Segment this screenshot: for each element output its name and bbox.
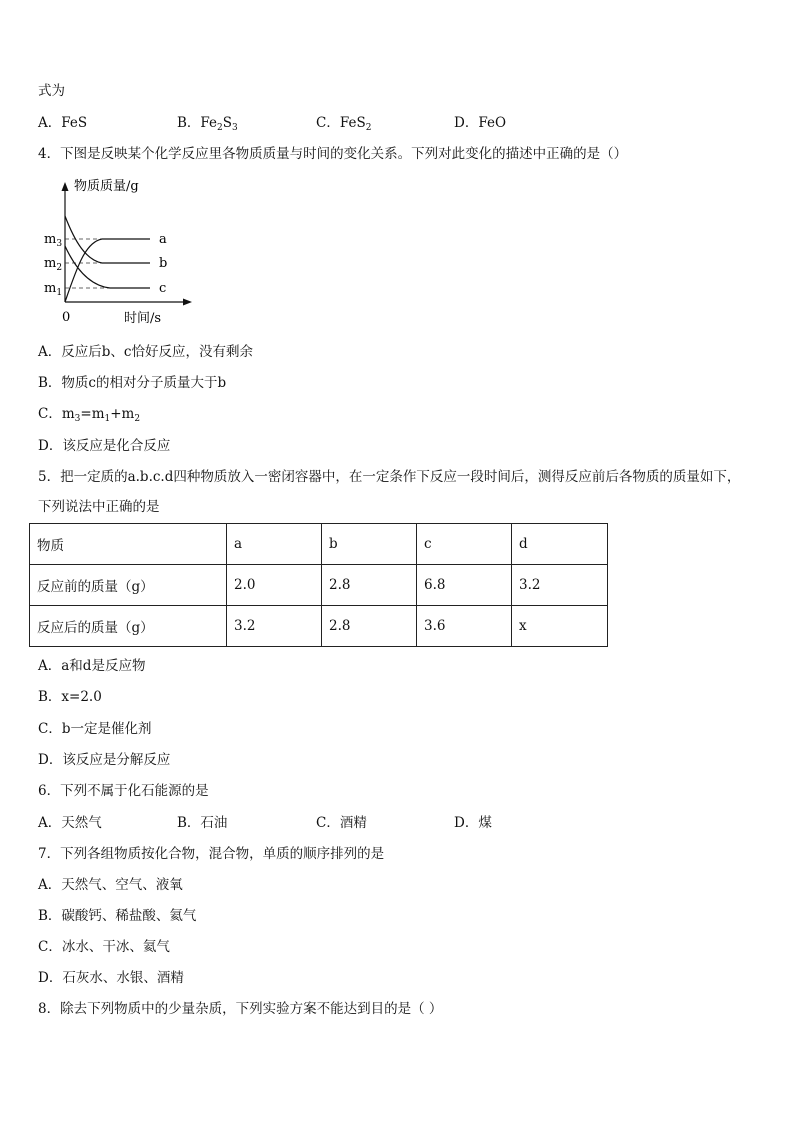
option-letter: B． [177,115,201,131]
q3-stem-tail: 式为 [38,83,65,99]
origin-label: 0 [62,310,71,325]
table-cell: 3.6 [417,606,512,647]
mass-table [29,523,608,647]
q8-stem: 8．除去下列物质中的少量杂质，下列实验方案不能达到目的是（ ） [38,1001,443,1017]
option-letter: A． [38,115,62,131]
table-row [30,565,608,606]
ytick-m3: $m_3$ [44,232,63,249]
option-letter: D． [454,115,479,131]
table-cell: x [512,606,608,647]
option-letter: C． [316,115,340,131]
table-cell: 3.2 [512,565,608,606]
series-c-label: c [159,281,167,296]
q3-option-b [177,114,238,132]
table-cell: 2.8 [322,606,417,647]
q6-option-c: C．酒精 [316,815,367,831]
q6-option-d: D．煤 [454,815,492,831]
y-axis-label: 物质质量/g [74,179,139,194]
q4-option-a: A．反应后b、c恰好反应，没有剩余 [38,344,253,360]
q5-option-a: A．a和d是反应物 [38,658,146,674]
q4-option-c [38,405,140,423]
q5-option-d: D．该反应是分解反应 [38,752,171,768]
table-header-row [30,524,608,565]
series-a-label: a [159,232,167,247]
q7-option-a: A．天然气、空气、液氧 [38,877,183,893]
q5-option-b: B．x=2.0 [38,689,102,705]
q7-stem: 7．下列各组物质按化合物，混合物，单质的顺序排列的是 [38,846,385,862]
q7-option-b: B．碳酸钙、稀盐酸、氦气 [38,908,197,924]
y-axis-arrow [62,182,69,191]
q3-option-c [316,114,371,132]
table-header-cell: d [512,524,608,565]
q3-option-a [38,114,87,132]
table-cell: 反应前的质量（g） [30,565,227,606]
x-axis-label: 时间/s [124,311,162,326]
formula: FeS$_2$ [339,115,372,133]
q6-option-b: B．石油 [177,815,228,831]
series-b-label: b [159,256,168,271]
q4-option-b: B．物质c的相对分子质量大于b [38,375,227,391]
table-cell: 2.0 [227,565,322,606]
formula: FeO [478,115,507,131]
q5-stem-line1: 5．把一定质的a.b.c.d四种物质放入一密闭容器中，在一定条作下反应一段时间后，测得反应前后各物质的质量如下， [38,469,741,485]
table-cell: 3.2 [227,606,322,647]
table-cell: 6.8 [417,565,512,606]
series-c-line [65,246,150,288]
table-cell: 反应后的质量（g） [30,606,227,647]
q4-stem: 4．下图是反映某个化学反应里各物质质量与时间的变化关系。下列对此变化的描述中正确的是（） [38,146,628,162]
table-header-cell: a [227,524,322,565]
series-a-line [65,239,150,302]
mass-time-chart [40,172,200,328]
q5-option-c: C．b一定是催化剂 [38,721,152,737]
table-cell: 2.8 [322,565,417,606]
q7-option-d: D．石灰水、水银、酒精 [38,970,184,986]
formula: $m_3=m_1+m_2$ [61,406,141,424]
q6-option-a: A．天然气 [38,815,102,831]
q6-stem: 6．下列不属于化石能源的是 [38,783,209,799]
option-letter: C． [38,406,62,422]
x-axis-arrow [183,299,192,306]
formula: FeS [61,115,88,131]
table-header-cell: 物质 [30,524,227,565]
table-header-cell: c [417,524,512,565]
q7-option-c: C．冰水、干冰、氦气 [38,939,170,955]
ytick-m1: $m_1$ [44,281,63,298]
ytick-m2: $m_2$ [44,256,63,273]
q5-stem-line2: 下列说法中正确的是 [38,499,160,515]
table-header-cell: b [322,524,417,565]
formula: $Fe_2S_3$ [200,115,238,133]
q3-option-d [454,114,506,132]
table-row [30,606,608,647]
q4-option-d: D．该反应是化合反应 [38,438,171,454]
